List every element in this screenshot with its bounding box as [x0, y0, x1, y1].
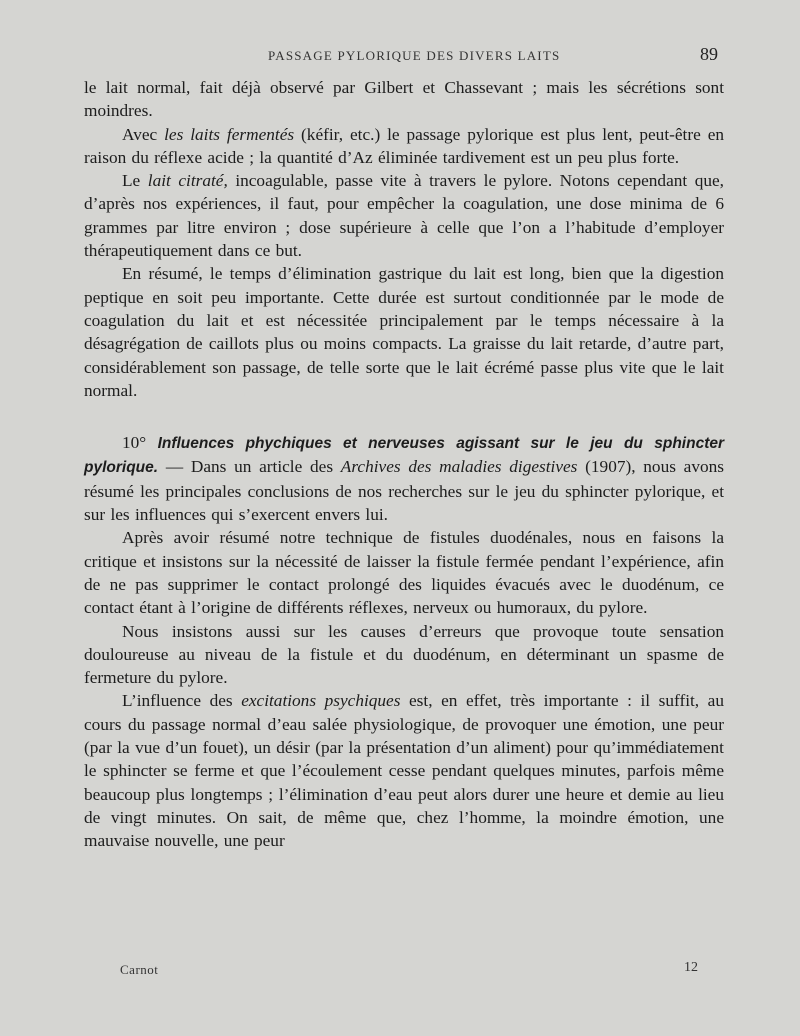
paragraph-text: (kéfir, etc.) le passage pylorique est plus lent, peut-être en raison du réflexe acide ; la quantité d’Az éliminée tardivement est un peu plus forte.: [84, 124, 725, 167]
signature-mark: Carnot: [120, 962, 159, 977]
paragraph: [84, 123, 724, 170]
paragraph: [84, 169, 724, 262]
paragraph: [84, 620, 724, 690]
paragraph-text: le lait normal, fait déjà observé par Gilbert et Chassevant ; mais les sécrétions sont moindres.: [84, 78, 724, 121]
paragraph: [84, 76, 724, 123]
paragraph-text: L’influence des: [122, 691, 242, 711]
paragraph: [84, 262, 724, 402]
running-title: PASSAGE PYLORIQUE DES DIVERS LAITS: [268, 48, 561, 63]
journal-title: Archives des maladies digestives: [340, 457, 578, 477]
italic-term: lait citraté,: [147, 171, 228, 191]
body-text: [84, 76, 724, 853]
page-number: 89: [700, 44, 718, 64]
paragraph-text: Avec: [122, 124, 165, 144]
paragraph-text: est, en effet, très importante : il suffit, au cours du passage normal d’eau salée physiologique, de provoquer une émotion, une peur (par la vue d’un fouet), un désir (par la présentation d’un aliment) pour qu’immédiatement le sphincter se ferme et que l’écoulement cesse pendant quelques minutes, parfois même beaucoup plus longtemps ; l’élimination d’eau peut alors durer une heure et demie au lieu de vingt minutes. On sait, de même que, chez l’homme, la moindre émotion, une mauvaise nouvelle, une peur: [84, 691, 724, 851]
paragraph-text: Après avoir résumé notre technique de fistules duodénales, nous en faisons la critique et insistons sur la nécessité de laisser la fistule fermée pendant l’expérience, afin de ne pas supprimer le contact prolongé des liquides évacués avec le duodénum, ce contact étant à l’origine de différents réflexes, nerveux ou humoraux, du pylore.: [84, 528, 724, 618]
page-header: [0, 44, 800, 68]
paragraph-text: En résumé, le temps d’élimination gastrique du lait est long, bien que la digestion peptique en soit peu importante. Cette durée est surtout conditionnée par le mode de coagulation du lait et est nécessitée principalement par le temps nécessaire à la désagrégation de caillots plus ou moins compacts. La graisse du lait retarde, d’autre part, considérablement son passage, de telle sorte que le lait écrémé passe plus vite que le lait normal.: [84, 264, 724, 400]
paragraph: [84, 526, 724, 619]
paragraph-text: (1907), nous avons résumé les principales conclusions de nos recherches sur le jeu du sphincter pylorique, et sur les influences qui s’exercent envers lui.: [84, 457, 724, 525]
section-heading: Influences phychiques et nerveuses agissant sur le jeu du sphincter pylorique.: [84, 435, 725, 477]
paragraph-text: Nous insistons aussi sur les causes d’erreurs que provoque toute sensation douloureuse au niveau de la fistule et du duodénum, en déterminant un spasme de fermeture du pylore.: [84, 621, 724, 688]
section-paragraph: [84, 431, 724, 526]
paragraph: [84, 689, 724, 852]
italic-term: excitations psychiques: [241, 691, 401, 711]
paragraph-text: — Dans un article des: [158, 457, 341, 477]
paragraph-text: Le: [122, 171, 148, 191]
section-number: 10°: [122, 433, 158, 453]
paragraph-text: incoagulable, passe vite à travers le pylore. Notons cependant que, d’après nos expériences, il faut, pour empêcher la coagulation, une dose minima de 6 grammes par litre environ ; dose supérieure à celle que l’on a l’habitude d’employer thérapeutiquement dans ce but.: [84, 171, 724, 261]
italic-term: les laits fermentés: [164, 124, 295, 144]
page-footer: [0, 958, 800, 982]
sheet-number: 12: [684, 960, 698, 975]
